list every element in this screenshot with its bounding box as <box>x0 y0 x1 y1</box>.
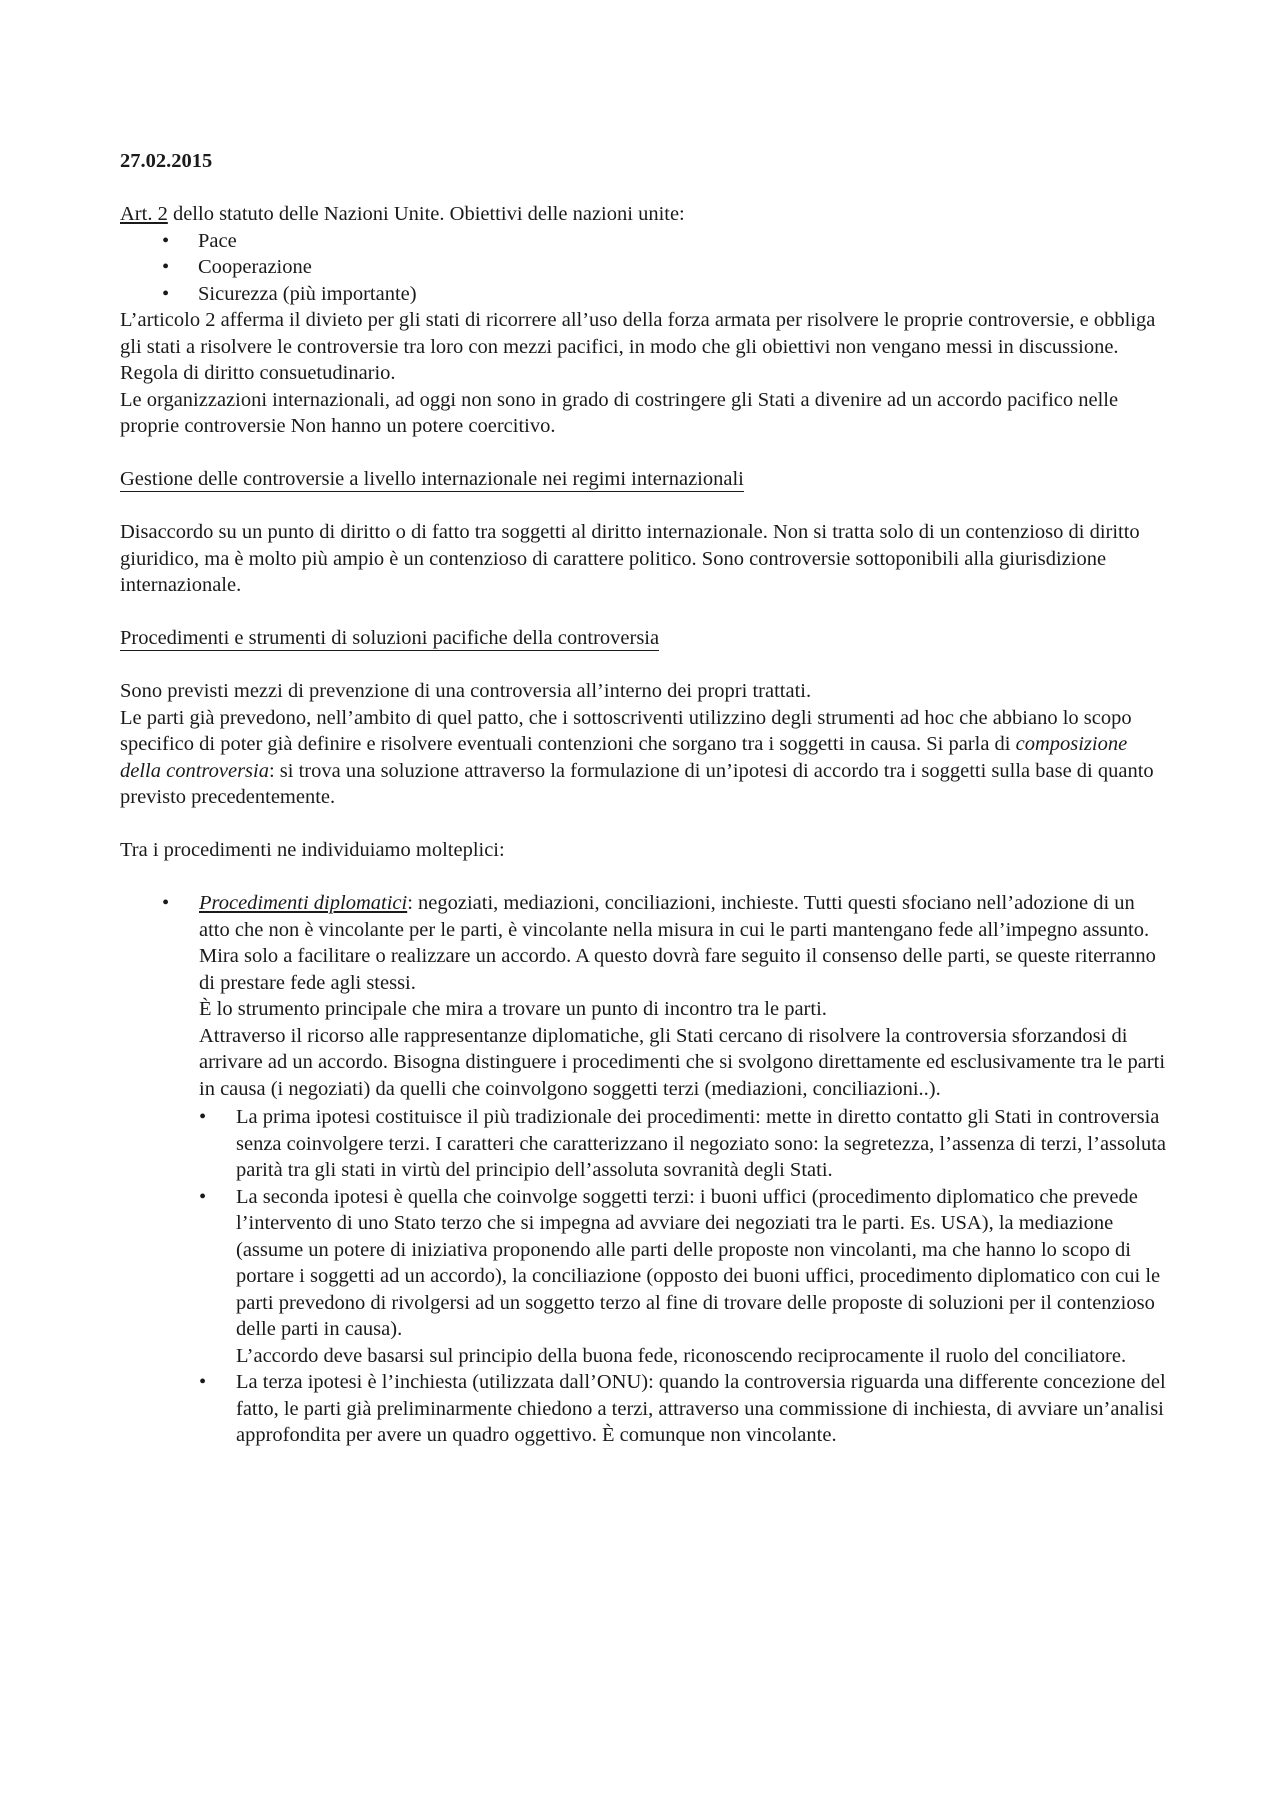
paragraph-text: Le parti già prevedono, nell’ambito di quel patto, che i sottoscriventi utilizzino degli strumenti ad hoc che abbiano lo scopo specifico di poter già definire e risolvere eventuali contenzioni che sorgano tra i soggetti in causa. Si parla di <box>120 706 1132 755</box>
paragraph <box>120 705 1170 811</box>
spacer <box>120 652 1170 679</box>
procedures-list <box>120 890 1170 1449</box>
objective-item: • Pace <box>120 228 1170 255</box>
objective-item: • Cooperazione <box>120 254 1170 281</box>
spacer <box>120 493 1170 520</box>
document-page <box>120 148 1170 1449</box>
section-heading-wrap <box>120 466 1170 493</box>
paragraph: Sono previsti mezzi di prevenzione di una controversia all’interno dei propri trattati. <box>120 680 812 702</box>
paragraph-text: : si trova una soluzione attraverso la formulazione di un’ipotesi di accordo tra i soggetti sulla base di quanto previsto precedentemente. <box>120 759 1154 808</box>
section-heading: Gestione delle controversie a livello internazionale nei regimi internazionali <box>120 468 744 490</box>
sub-list <box>199 1104 1170 1449</box>
paragraph: Tra i procedimenti ne individuiamo molteplici: <box>120 839 505 861</box>
sub-list-item: • La prima ipotesi costituisce il più tradizionale dei procedimenti: mette in diretto contatto gli Stati in controversia senza coinvolgere terzi. I caratteri che caratterizzano il negoziato sono: la segretezza, l’assenza di terzi, l’assoluta parità tra gli stati in virtù del principio dell’assoluta sovranità degli Stati. <box>199 1104 1170 1184</box>
paragraph <box>199 890 1170 996</box>
document-date: 27.02.2015 <box>120 150 213 172</box>
objective-item: • Sicurezza (più importante) <box>120 281 1170 308</box>
section-heading: Procedimenti e strumenti di soluzioni pacifiche della controversia <box>120 627 660 649</box>
objectives-list <box>120 228 1170 308</box>
spacer <box>120 864 1170 891</box>
paragraph-text: : negoziati, mediazioni, conciliazioni, inchieste. Tutti questi sfociano nell’adozione di un atto che non è vincolante per le parti, è vincolante nella misura in cui le parti mantengano fede all’impegno assunto. Mira solo a facilitare o realizzare un accordo. A questo dovrà fare seguito il consenso delle parti, se queste riterranno di prestare fede agli stessi. <box>199 892 1156 994</box>
spacer <box>120 811 1170 838</box>
spacer <box>120 175 1170 202</box>
italic-term: composizione della controversia <box>120 733 1128 782</box>
sub-list-item: • La terza ipotesi è l’inchiesta (utilizzata dall’ONU): quando la controversia riguarda una differente concezione del fatto, le parti già preliminarmente chiedono a terzi, attraverso una commissione di inchiesta, di avviare un’analisi approfondita per avere un quadro oggettivo. È comunque non vincolante. <box>199 1369 1170 1449</box>
paragraph: L’accordo deve basarsi sul principio della buona fede, riconoscendo reciprocamente il ruolo del conciliatore. <box>236 1344 1127 1367</box>
paragraph: L’articolo 2 afferma il divieto per gli stati di ricorrere all’uso della forza armata per risolvere le proprie controversie, e obbliga gli stati a risolvere le controversie tra loro con mezzi pacifici, in modo che gli obiettivi non vengano messi in discussione. <box>120 309 1156 358</box>
paragraph: Le organizzazioni internazionali, ad oggi non sono in grado di costringere gli Stati a divenire ad un accordo pacifico nelle proprie controversie Non hanno un potere coercitivo. <box>120 388 1119 437</box>
spacer <box>120 599 1170 626</box>
intro-line <box>120 201 1170 228</box>
paragraph: Disaccordo su un punto di diritto o di fatto tra soggetti al diritto internazionale. Non si tratta solo di un contenzioso di diritto giuridico, ma è molto più ampio è un contenzioso di carattere politico. Sono controversie sottoponibili alla giurisdizione internazionale. <box>120 521 1140 596</box>
intro-line-text: dello statuto delle Nazioni Unite. Obiettivi delle nazioni unite: <box>167 203 685 225</box>
list-item <box>120 890 1170 1449</box>
procedure-title: Procedimenti diplomatici <box>199 892 408 914</box>
paragraph: • La seconda ipotesi è quella che coinvolge soggetti terzi: i buoni uffici (procedimento diplomatico che prevede l’intervento di uno Stato terzo che si impegna ad avviare dei negoziati tra le parti. Es. USA), la mediazione (assume un potere di iniziativa proponendo alle parti delle proposte non vincolanti, ma che hanno lo scopo di portare i soggetti ad un accordo), la conciliazione (opposto dei buoni uffici, procedimento diplomatico con cui le parti prevedono di rivolgersi ad un soggetto terzo al fine di trovare delle proposte di soluzioni per il contenzioso delle parti in causa). <box>236 1185 1161 1340</box>
paragraph: Regola di diritto consuetudinario. <box>120 362 396 384</box>
spacer <box>120 440 1170 467</box>
paragraph: Attraverso il ricorso alle rappresentanze diplomatiche, gli Stati cercano di risolvere la controversia sforzandosi di arrivare ad un accordo. Bisogna distinguere i procedimenti che si svolgono direttamente ed esclusivamente tra le parti in causa (i negoziati) da quelli che coinvolgono soggetti terzi (mediazioni, conciliazioni..). <box>199 1024 1166 1100</box>
sub-list-item <box>199 1184 1170 1370</box>
section-heading-wrap <box>120 625 1170 652</box>
article-reference: Art. 2 <box>120 203 168 225</box>
paragraph: È lo strumento principale che mira a trovare un punto di incontro tra le parti. <box>199 998 827 1020</box>
